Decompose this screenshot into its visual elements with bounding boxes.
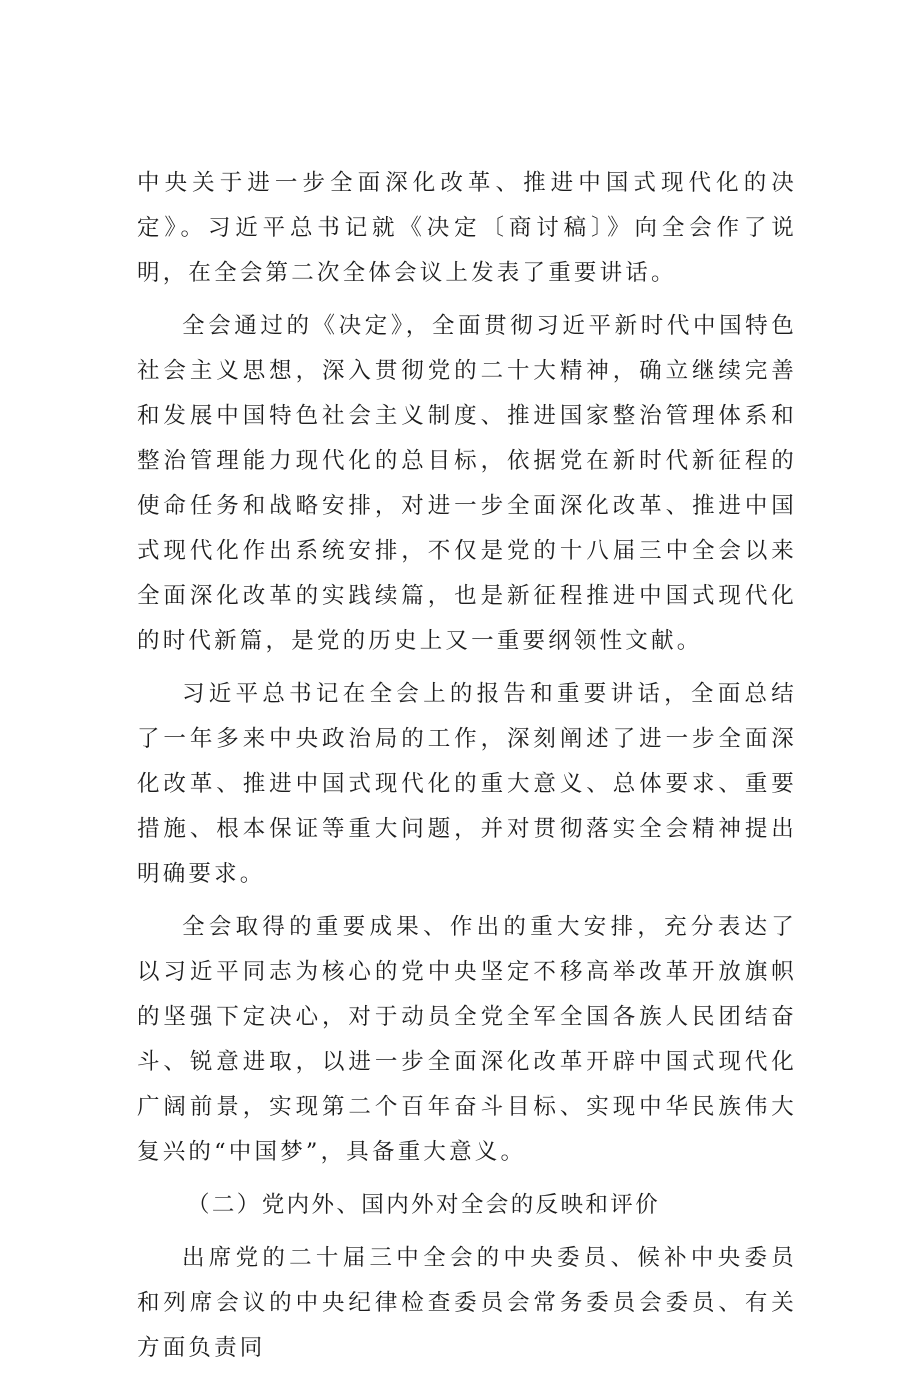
paragraph-continuation: 中央关于进一步全面深化改革、推进中国式现代化的决定》。习近平总书记就《决定〔商讨稿〕》向全会作了说明，在全会第二次全体会议上发表了重要讲话。 bbox=[137, 170, 797, 286]
paragraph-decision-summary: 全会通过的《决定》，全面贯彻习近平新时代中国特色社会主义思想，深入贯彻党的二十大精神，确立继续完善和发展中国特色社会主义制度、推进国家整治管理体系和整治管理能力现代化的总目标，依据党在新时代新征程的使命任务和战略安排，对进一步全面深化改革、推进中国式现代化作出系统安排，不仅是党的十八届三中全会以来全面深化改革的实践续篇，也是新征程推进中国式现代化的时代新篇，是党的历史上又一重要纲领性文献。 bbox=[137, 313, 797, 654]
section-heading: （二）党内外、国内外对全会的反映和评价 bbox=[187, 1192, 661, 1218]
paragraph-report-speech: 习近平总书记在全会上的报告和重要讲话，全面总结了一年多来中央政治局的工作，深刻阐述了进一步全面深化改革、推进中国式现代化的重大意义、总体要求、重要措施、根本保证等重大问题，并对贯彻落实全会精神提出明确要求。 bbox=[137, 681, 797, 887]
paragraph-outcomes: 全会取得的重要成果、作出的重大安排，充分表达了以习近平同志为核心的党中央坚定不移高举改革开放旗帜的坚强下定决心，对于动员全党全军全国各族人民团结奋斗、锐意进取，以进一步全面深化改革开辟中国式现代化广阔前景，实现第二个百年奋斗目标、实现中华民族伟大复兴的“中国梦”，具备重大意义。 bbox=[137, 914, 797, 1165]
paragraph-attendees: 出席党的二十届三中全会的中央委员、候补中央委员和列席会议的中央纪律检查委员会常务委员会委员、有关方面负责同 bbox=[137, 1245, 797, 1361]
document-body bbox=[137, 161, 797, 1379]
